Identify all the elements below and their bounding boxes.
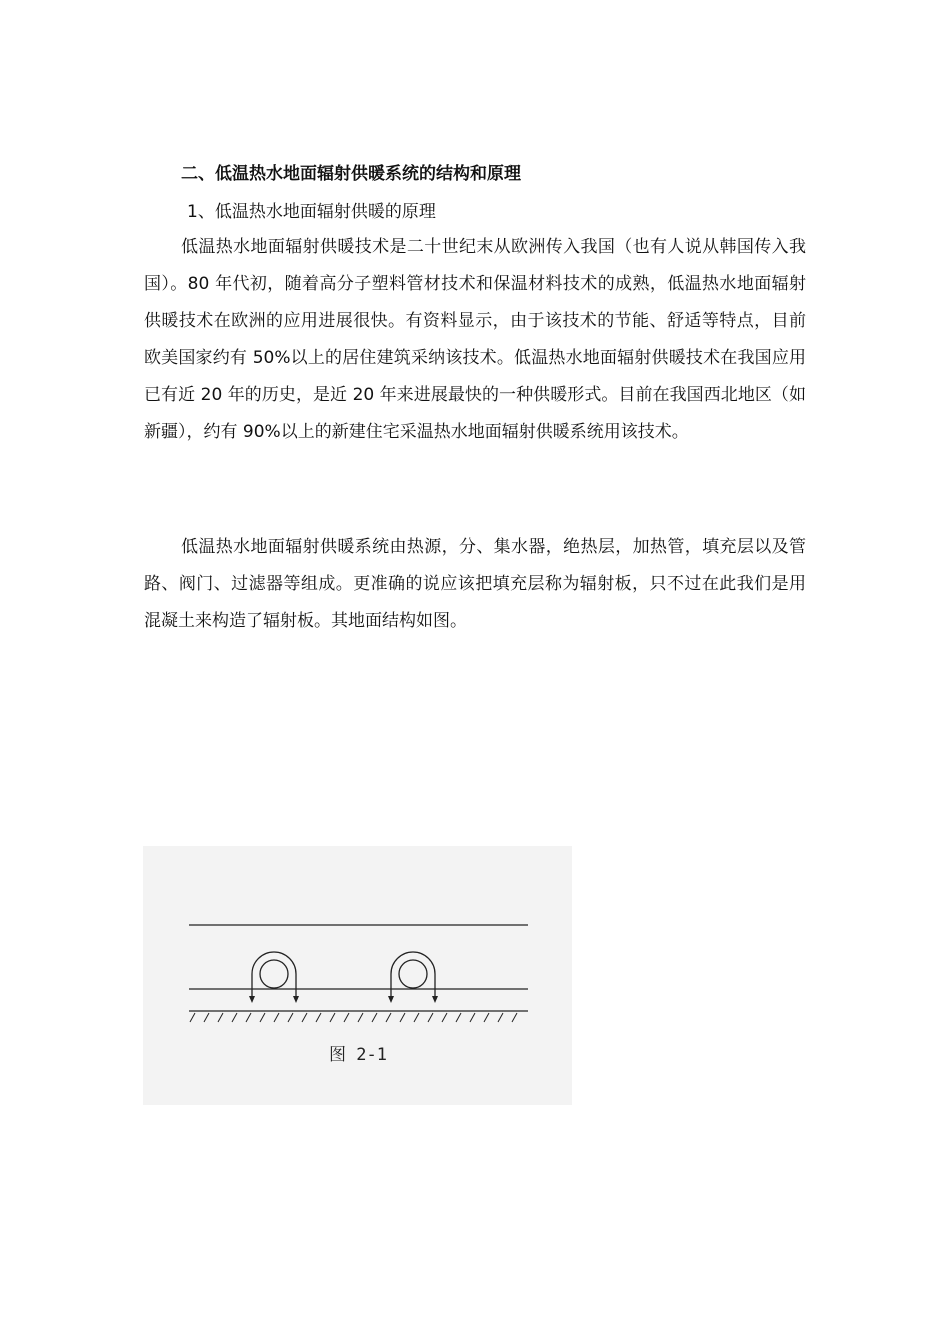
floor-structure-diagram xyxy=(143,846,572,1105)
hatch-mark xyxy=(442,1013,447,1022)
hatch-mark xyxy=(288,1013,293,1022)
hatch-mark xyxy=(344,1013,349,1022)
floor-structure-figure xyxy=(143,846,572,1105)
hatch-mark xyxy=(316,1013,321,1022)
hatch-mark xyxy=(358,1013,363,1022)
hatch-mark xyxy=(512,1013,517,1022)
heating-pipe-2 xyxy=(388,952,438,1003)
section-title: 二、低温热水地面辐射供暖系统的结构和原理 xyxy=(181,164,521,184)
hatch-mark xyxy=(498,1013,503,1022)
hatch-mark xyxy=(400,1013,405,1022)
hatch-mark xyxy=(456,1013,461,1022)
ground-hatching xyxy=(190,1013,517,1022)
sub-title: 1、低温热水地面辐射供暖的原理 xyxy=(187,202,436,222)
hatch-mark xyxy=(232,1013,237,1022)
hatch-mark xyxy=(414,1013,419,1022)
hatch-mark xyxy=(330,1013,335,1022)
figure-caption: 图 2-1 xyxy=(329,1045,387,1065)
hatch-mark xyxy=(470,1013,475,1022)
hatch-mark xyxy=(204,1013,209,1022)
hatch-mark xyxy=(428,1013,433,1022)
hatch-mark xyxy=(302,1013,307,1022)
hatch-mark xyxy=(386,1013,391,1022)
heating-pipe-1 xyxy=(249,952,299,1003)
paragraph-structure: 低温热水地面辐射供暖系统由热源，分、集水器，绝热层，加热管，填充层以及管路、阀门、过滤器等组成。更准确的说应该把填充层称为辐射板，只不过在此我们是用混凝土来构造了辐射板。其地面结构如图。 xyxy=(144,537,806,631)
hatch-mark xyxy=(274,1013,279,1022)
hatch-mark xyxy=(246,1013,251,1022)
hatch-mark xyxy=(372,1013,377,1022)
hatch-mark xyxy=(484,1013,489,1022)
hatch-mark xyxy=(218,1013,223,1022)
hatch-mark xyxy=(260,1013,265,1022)
paragraph-principle: 低温热水地面辐射供暖技术是二十世纪末从欧洲传入我国（也有人说从韩国传入我国）。80 年代初，随着高分子塑料管材技术和保温材料技术的成熟，低温热水地面辐射供暖技术在欧洲的应用进展很快。有资料显示，由于该技术的节能、舒适等特点，目前欧美国家约有 50%以上的居住建筑采纳该技术。低温热水地面辐射供暖技术在我国应用已有近 20 年的历史，是近 20 年来进展最快的一种供暖形式。目前在我国西北地区（如新疆），约有 90%以上的新建住宅采温热水地面辐射供暖系统用该技术。 xyxy=(144,237,806,442)
hatch-mark xyxy=(190,1013,195,1022)
